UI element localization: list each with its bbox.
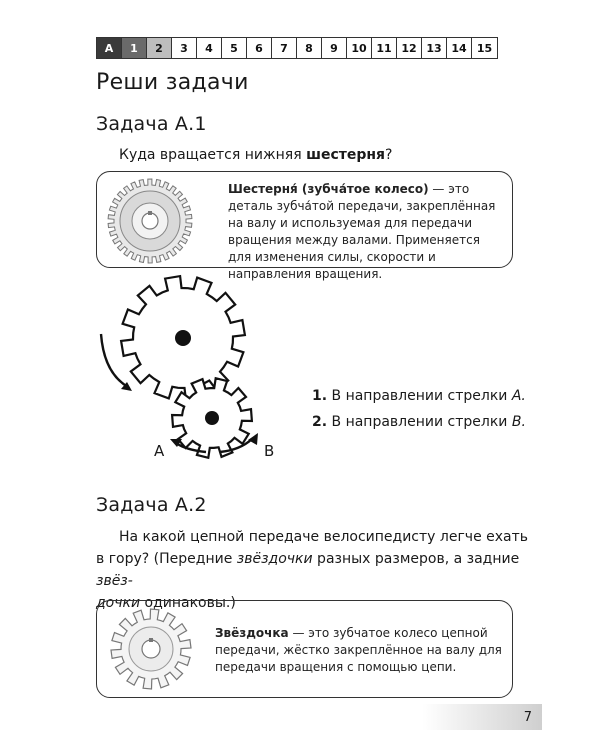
gear-diagram xyxy=(88,270,288,470)
nav-cell[interactable]: 6 xyxy=(247,38,272,58)
nav-cell[interactable]: 9 xyxy=(322,38,347,58)
task-a1-question: Куда вращается нижняя шестерня? xyxy=(119,147,393,163)
sprocket-photo-icon xyxy=(105,603,197,695)
task-a2-question: На какой цепной передаче велосипедисту легче ехать в гору? (Передние звёздочки разных размеров, а задние звёз- дочки одинаковы.) xyxy=(96,529,529,611)
nav-cell[interactable]: 13 xyxy=(422,38,447,58)
nav-cell[interactable]: 10 xyxy=(347,38,372,58)
gear-definition-box xyxy=(96,171,513,281)
gear-definition-text: Шестерня́ (зубча́тое колесо) — это деталь зубча́той передачи, закреплённая на валу и используемая для передачи вращения между валами. Применяется для изменения силы, скорости и направления вращения. xyxy=(228,182,496,281)
large-gear-axle xyxy=(175,330,191,346)
sprocket-definition-text: Звёздочка — это зубчатое колесо цепной передачи, жёстко закреплённое на валу для передачи вращения с помощью цепи. xyxy=(215,626,502,674)
answer-option-1[interactable]: 1. В направлении стрелки А. xyxy=(312,388,526,404)
nav-cell[interactable]: 15 xyxy=(476,41,493,55)
page-number: 7 xyxy=(422,704,542,730)
gear-photo-icon xyxy=(105,176,195,266)
arrow-a-label: А xyxy=(154,442,165,460)
chapter-navigation xyxy=(96,37,498,59)
nav-cell[interactable]: 4 xyxy=(197,38,222,58)
nav-cell[interactable]: 1 xyxy=(122,38,147,58)
task-a1-answers xyxy=(312,383,526,435)
nav-cell[interactable]: 3 xyxy=(172,38,197,58)
task-a1-heading: Задача А.1 xyxy=(96,113,207,135)
task-a2-heading: Задача А.2 xyxy=(96,494,207,516)
nav-cell[interactable]: 2 xyxy=(147,38,172,58)
nav-cell[interactable]: 12 xyxy=(397,38,422,58)
arrow-b-head-icon xyxy=(248,433,258,445)
sprocket-definition-box xyxy=(96,600,513,698)
nav-cell[interactable]: 5 xyxy=(222,38,247,58)
nav-cell[interactable]: 8 xyxy=(297,38,322,58)
nav-cell[interactable]: 11 xyxy=(372,38,397,58)
arrow-b-label: В xyxy=(264,442,275,460)
answer-option-2[interactable]: 2. В направлении стрелки В. xyxy=(312,414,526,430)
page-title: Реши задачи xyxy=(96,70,249,95)
nav-cell[interactable]: A xyxy=(97,38,122,58)
nav-cell[interactable]: 14 xyxy=(447,38,472,58)
nav-cell[interactable]: 7 xyxy=(272,38,297,58)
small-gear-axle xyxy=(205,411,219,425)
